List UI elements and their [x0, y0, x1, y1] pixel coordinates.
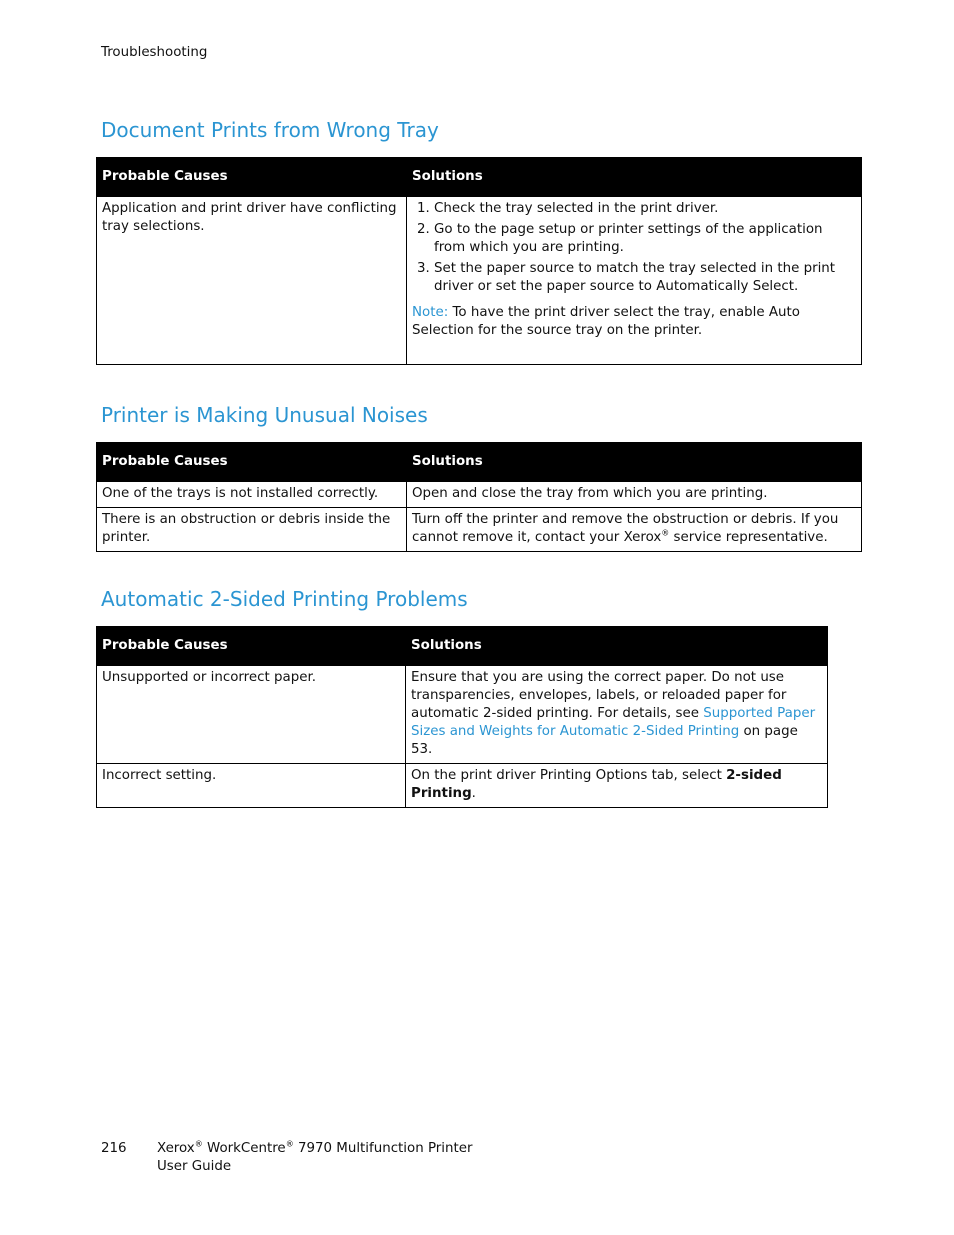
table-header-row	[97, 627, 828, 666]
page-number: 216	[101, 1141, 127, 1156]
table-header-row	[97, 158, 862, 197]
footer-product-line	[157, 1140, 473, 1158]
column-header-causes: Probable Causes	[97, 158, 407, 197]
column-header-causes: Probable Causes	[97, 443, 407, 482]
footer-brand: Xerox	[157, 1141, 195, 1156]
footer-product	[157, 1140, 473, 1176]
solution-steps	[412, 200, 856, 296]
step-item: 1. Check the tray selected in the print driver.	[434, 200, 856, 218]
bold-setting-name: 2-sided Printing	[411, 768, 782, 801]
section-title-2-sided: Automatic 2-Sided Printing Problems	[101, 587, 468, 611]
cause-cell: Incorrect setting.	[97, 764, 406, 808]
footer-product-name: WorkCentre	[202, 1141, 286, 1156]
solution-cell: Open and close the tray from which you are printing.	[407, 482, 862, 508]
solution-text: Ensure that you are using the correct paper. Do not use transparencies, envelopes, labels, or reloaded paper for automatic 2-sided printing. For details, see	[411, 670, 787, 721]
column-header-solutions: Solutions	[407, 158, 862, 197]
column-header-causes: Probable Causes	[97, 627, 406, 666]
solution-text: on page 53.	[411, 724, 798, 757]
section-title-wrong-tray: Document Prints from Wrong Tray	[101, 118, 439, 142]
noises-table	[96, 442, 862, 552]
cause-cell: There is an obstruction or debris inside the printer.	[97, 508, 407, 552]
solution-text: service representative.	[669, 530, 828, 545]
supported-paper-link[interactable]: Supported Paper Sizes and Weights for Automatic 2-Sided Printing	[411, 706, 816, 739]
solution-text: .	[471, 786, 476, 801]
cause-cell: Unsupported or incorrect paper.	[97, 666, 406, 764]
two-sided-table	[96, 626, 828, 808]
solution-cell	[406, 666, 828, 764]
wrong-tray-table	[96, 157, 862, 365]
solution-cell	[406, 764, 828, 808]
step-item: 2. Go to the page setup or printer settings of the application from which you are printing.	[434, 221, 856, 257]
table-row	[97, 197, 862, 365]
cause-cell: One of the trays is not installed correctly.	[97, 482, 407, 508]
registered-mark: ®	[194, 1139, 203, 1149]
registered-mark: ®	[661, 528, 670, 538]
cause-cell: Application and print driver have conflicting tray selections.	[97, 197, 407, 365]
footer-guide: User Guide	[157, 1159, 232, 1174]
solution-text: On the print driver Printing Options tab, select	[411, 768, 727, 783]
table-row	[97, 482, 862, 508]
solution-cell	[407, 508, 862, 552]
note-label: Note:	[412, 305, 449, 320]
solution-cell	[407, 197, 862, 365]
note-text: To have the print driver select the tray, enable Auto Selection for the source tray on the printer.	[412, 305, 800, 338]
step-item: 3. Set the paper source to match the tray selected in the print driver or set the paper source to Automatically Select.	[434, 260, 856, 296]
registered-mark: ®	[285, 1139, 294, 1149]
column-header-solutions: Solutions	[407, 443, 862, 482]
table-row	[97, 764, 828, 808]
running-header: Troubleshooting	[101, 45, 208, 60]
footer-model: 7970 Multifunction Printer	[293, 1141, 473, 1156]
solution-text: Turn off the printer and remove the obstruction or debris. If you cannot remove it, contact your Xerox	[412, 512, 839, 545]
column-header-solutions: Solutions	[406, 627, 828, 666]
note	[412, 304, 856, 340]
section-title-noises: Printer is Making Unusual Noises	[101, 403, 428, 427]
table-row	[97, 666, 828, 764]
table-header-row	[97, 443, 862, 482]
table-row	[97, 508, 862, 552]
